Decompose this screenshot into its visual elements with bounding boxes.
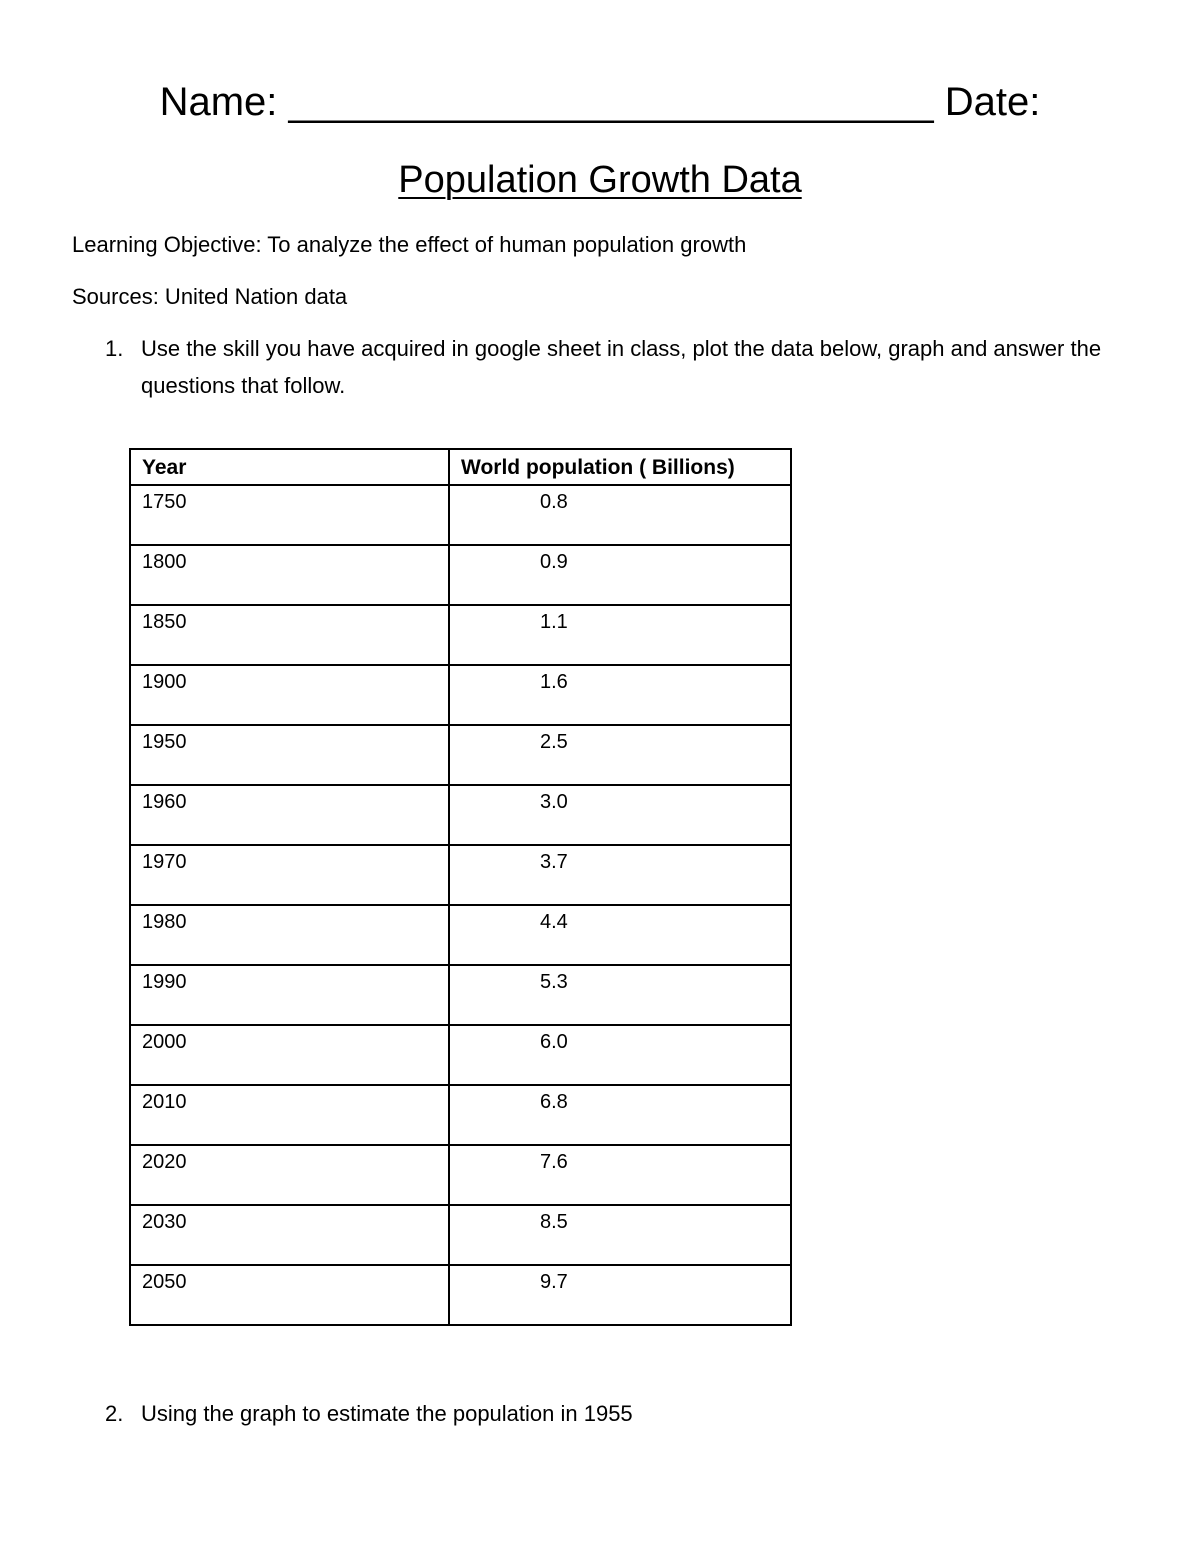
year-cell: 1980 [130, 905, 449, 965]
year-cell: 1850 [130, 605, 449, 665]
population-cell: 5.3 [449, 965, 791, 1025]
column-header-year: Year [130, 449, 449, 485]
year-cell: 2010 [130, 1085, 449, 1145]
question-2-text: Using the graph to estimate the population in 1955 [141, 1401, 633, 1426]
year-cell: 1960 [130, 785, 449, 845]
question-2-number: 2. [105, 1401, 124, 1426]
name-blank[interactable]: _____________________________ [288, 80, 934, 124]
question-1 [105, 330, 1115, 404]
table-row [130, 1025, 791, 1085]
year-cell: 1900 [130, 665, 449, 725]
table-row [130, 845, 791, 905]
table-row [130, 725, 791, 785]
population-cell: 8.5 [449, 1205, 791, 1265]
table-row [130, 1205, 791, 1265]
name-date-line [0, 76, 1200, 128]
question-1-number: 1. [105, 336, 124, 361]
population-cell: 6.8 [449, 1085, 791, 1145]
table-row [130, 545, 791, 605]
population-cell: 1.6 [449, 665, 791, 725]
table-row [130, 905, 791, 965]
year-cell: 1800 [130, 545, 449, 605]
question-2 [105, 1395, 1115, 1432]
population-cell: 6.0 [449, 1025, 791, 1085]
date-label: Date: [944, 80, 1041, 124]
population-cell: 1.1 [449, 605, 791, 665]
table-row [130, 1145, 791, 1205]
page-title [0, 154, 1200, 206]
table-row [130, 1265, 791, 1325]
table-row [130, 665, 791, 725]
year-cell: 2000 [130, 1025, 449, 1085]
population-cell: 0.8 [449, 485, 791, 545]
population-table [129, 448, 792, 1326]
year-cell: 1970 [130, 845, 449, 905]
population-cell: 3.7 [449, 845, 791, 905]
population-cell: 7.6 [449, 1145, 791, 1205]
table-row [130, 785, 791, 845]
table-row [130, 485, 791, 545]
page-title-text: Population Growth Data [398, 159, 802, 201]
year-cell: 1990 [130, 965, 449, 1025]
learning-objective: Learning Objective: To analyze the effect of human population growth [72, 232, 747, 257]
table-row [130, 605, 791, 665]
table-row [130, 965, 791, 1025]
year-cell: 2020 [130, 1145, 449, 1205]
population-cell: 2.5 [449, 725, 791, 785]
population-cell: 3.0 [449, 785, 791, 845]
population-cell: 0.9 [449, 545, 791, 605]
question-1-text: Use the skill you have acquired in google sheet in class, plot the data below, graph and answer the questions that follow. [141, 336, 1102, 398]
sources-line: Sources: United Nation data [72, 284, 348, 309]
year-cell: 1950 [130, 725, 449, 785]
table-row [130, 1085, 791, 1145]
year-cell: 1750 [130, 485, 449, 545]
column-header-population: World population ( Billions) [449, 449, 791, 485]
name-label: Name: [159, 80, 278, 124]
population-cell: 4.4 [449, 905, 791, 965]
year-cell: 2030 [130, 1205, 449, 1265]
year-cell: 2050 [130, 1265, 449, 1325]
population-cell: 9.7 [449, 1265, 791, 1325]
table-header-row [130, 449, 791, 485]
